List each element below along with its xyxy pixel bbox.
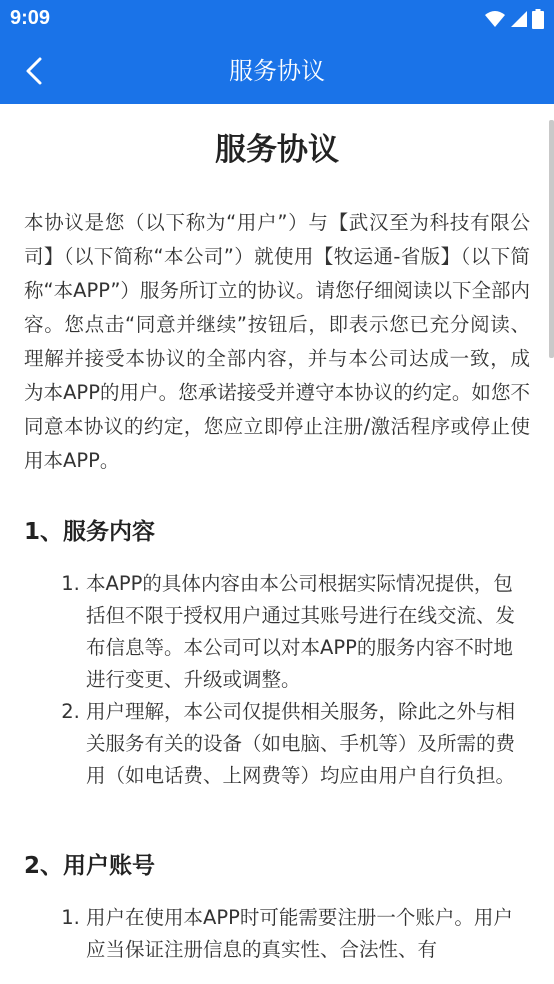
service-content-list	[62, 568, 518, 792]
battery-icon	[532, 9, 544, 29]
section-heading-service-content: 1、服务内容	[24, 519, 156, 545]
app-bar-title: 服务协议	[229, 57, 325, 85]
app-bar	[0, 38, 554, 104]
list-item: 2. 用户理解，本公司仅提供相关服务，除此之外与相关服务有关的设备（如电脑、手机等）及所需的费用（如电话费、上网费等）均应由用户自行负担。	[86, 696, 518, 792]
status-time: 9:09	[10, 7, 51, 29]
agreement-content[interactable]	[0, 104, 554, 984]
back-button[interactable]	[14, 50, 54, 92]
intro-paragraph: 本协议是您（以下称为“用户”）与【武汉至为科技有限公司】（以下简称“本公司”）就使用【牧运通-省版】（以下简称“本APP”）服务所订立的协议。请您仔细阅读以下全部内容。您点击“同意并继续”按钮后，即表示您已充分阅读、理解并接受本协议的全部内容，并与本公司达成一致，成为本APP的用户。您承诺接受并遵守本协议的约定。如您不同意本协议的约定，您应立即停止注册/激活程序或停止使用本APP。	[24, 211, 530, 472]
status-icons	[484, 8, 544, 30]
chevron-left-icon	[23, 56, 45, 86]
section-heading-user-account: 2、用户账号	[24, 853, 156, 879]
list-item: 1. 本APP的具体内容由本公司根据实际情况提供，包括但不限于授权用户通过其账号进行在线交流、发布信息等。本公司可以对本APP的服务内容不时地进行变更、升级或调整。	[86, 568, 518, 696]
scrollbar[interactable]	[549, 120, 554, 358]
wifi-icon	[484, 10, 506, 28]
document-title: 服务协议	[215, 132, 339, 168]
list-item: 1. 用户在使用本APP时可能需要注册一个账户。用户应当保证注册信息的真实性、合法性、有	[86, 902, 518, 966]
status-bar	[0, 0, 554, 38]
signal-icon	[510, 10, 528, 28]
user-account-list	[62, 902, 518, 966]
